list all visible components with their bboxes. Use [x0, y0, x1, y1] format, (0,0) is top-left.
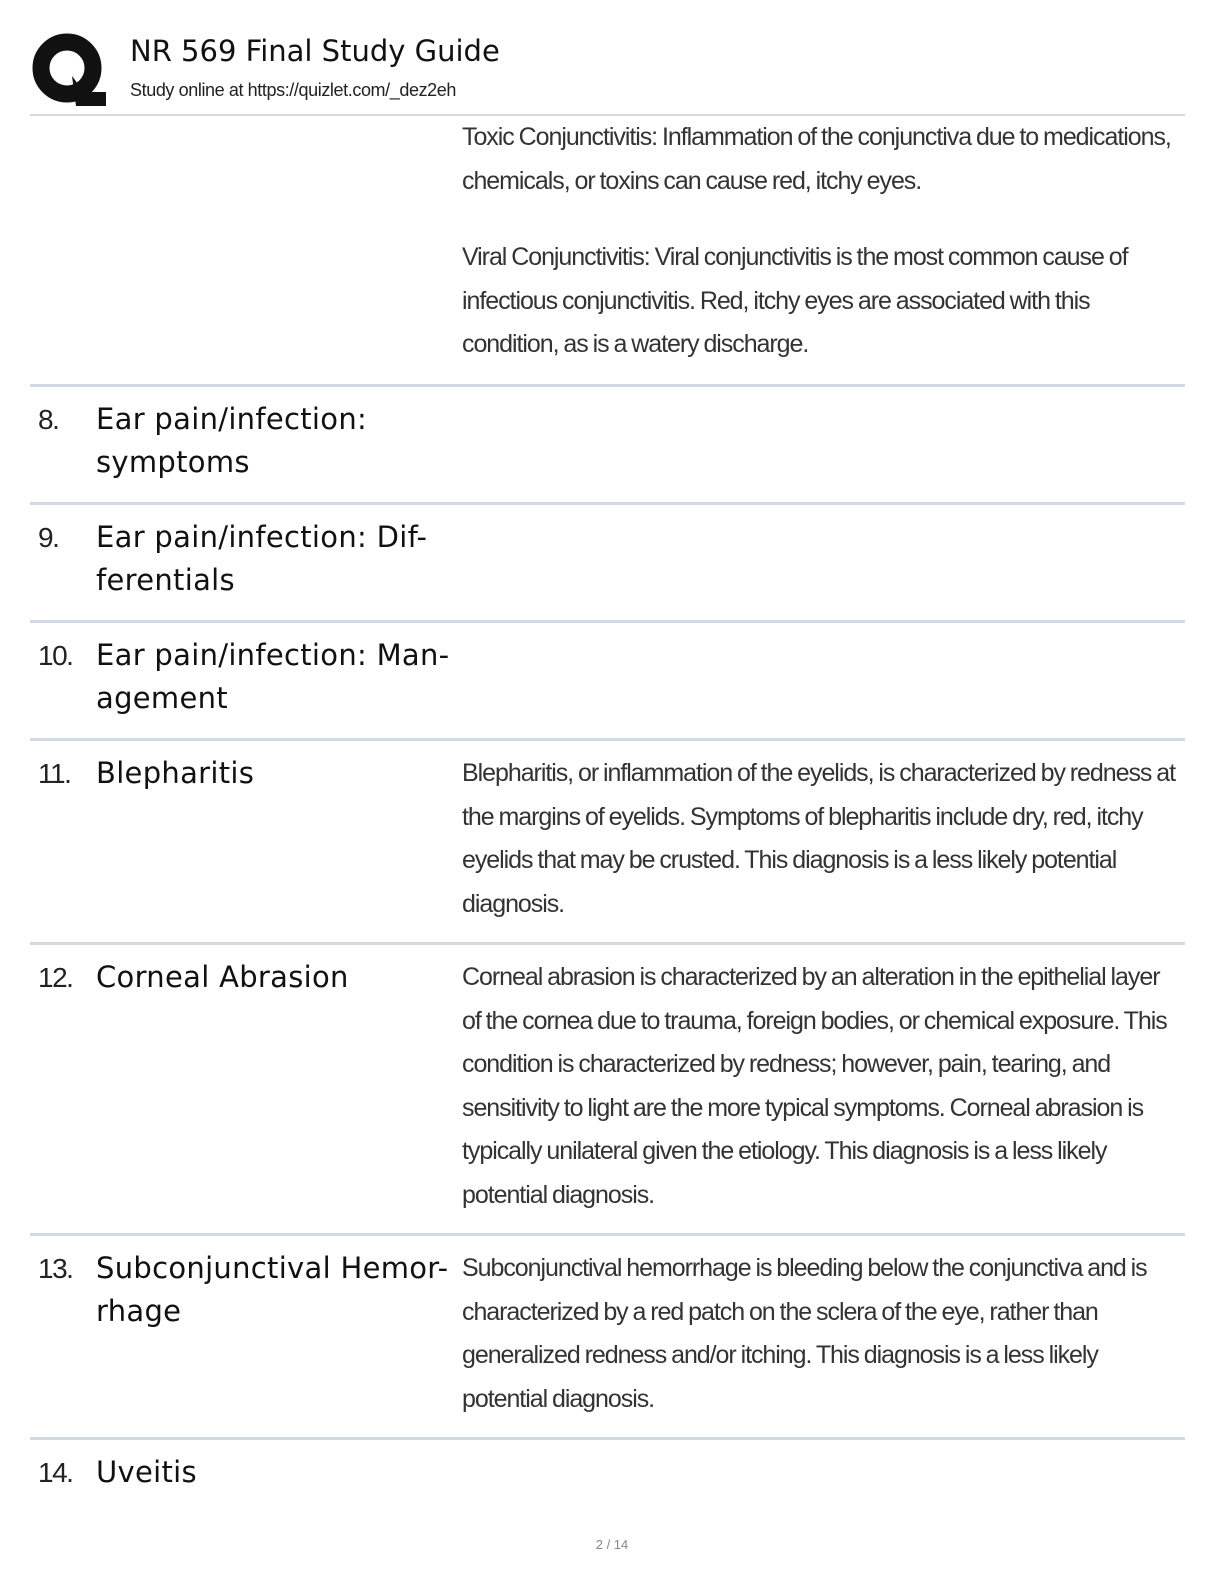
card-term: Ear pain/infection: symptoms: [96, 402, 368, 479]
card-number: 14.: [38, 1457, 73, 1488]
page-indicator: 2 / 14: [595, 1537, 629, 1552]
card-definition: Subconjunctival hemorrhage is bleeding below the conjunctiva and is characterized by a red patch on the sclera of the eye, rather than generalized redness and/or itching. This diagnosis is a less likely potential diagnosis.: [462, 1254, 1147, 1413]
study-link[interactable]: Study online at https://quizlet.com/_dez2eh: [130, 80, 457, 100]
card-row: [30, 1236, 1185, 1440]
card-row: [30, 623, 1185, 741]
card-number: 11.: [38, 758, 71, 789]
card-term: Ear pain/infection: Dif- ferentials: [96, 520, 428, 597]
card-term: Blepharitis: [96, 756, 255, 790]
card-row: [30, 505, 1185, 623]
card-number: 9.: [38, 522, 59, 553]
card-term: Subconjunctival Hemor- rhage: [96, 1251, 449, 1328]
card-term: Corneal Abrasion: [96, 960, 349, 994]
card-row: [30, 387, 1185, 505]
definition-paragraph: Viral Conjunctivitis: Viral conjunctivitis is the most common cause of infectious conjunctivitis. Red, itchy eyes are associated with this condition, as is a watery discharge.: [462, 243, 1128, 358]
card-definition: Corneal abrasion is characterized by an alteration in the epithelial layer of the cornea due to trauma, foreign bodies, or chemical exposure. This condition is characterized by redness; however, pain, tearing, and sensitivity to light are the more typical symptoms. Corneal abrasion is typically unilateral given the etiology. This diagnosis is a less likely potential diagnosis.: [462, 963, 1167, 1209]
card-number: 12.: [38, 962, 73, 993]
card-number: 13.: [38, 1253, 73, 1284]
carryover-row: [30, 114, 1185, 387]
card-number: 8.: [38, 404, 59, 435]
card-row: [30, 741, 1185, 945]
page-header: [30, 30, 1185, 116]
card-term: Uveitis: [96, 1455, 197, 1489]
card-definition: Blepharitis, or inflammation of the eyelids, is characterized by redness at the margins of eyelids. Symptoms of blepharitis include dry, red, itchy eyelids that may be crusted. This diagnosis is a less likely potential diagnosis.: [462, 759, 1176, 918]
quizlet-logo-icon: [32, 32, 106, 106]
definition-paragraph: Toxic Conjunctivitis: Inflammation of the conjunctiva due to medications, chemicals, or toxins can cause red, itchy eyes.: [462, 123, 1171, 195]
card-number: 10.: [38, 640, 73, 671]
card-row: [30, 945, 1185, 1236]
card-row: [30, 1440, 1185, 1510]
carryover-definition: [462, 116, 1182, 367]
card-term: Ear pain/infection: Man- agement: [96, 638, 450, 715]
document-title: NR 569 Final Study Guide: [130, 34, 500, 68]
